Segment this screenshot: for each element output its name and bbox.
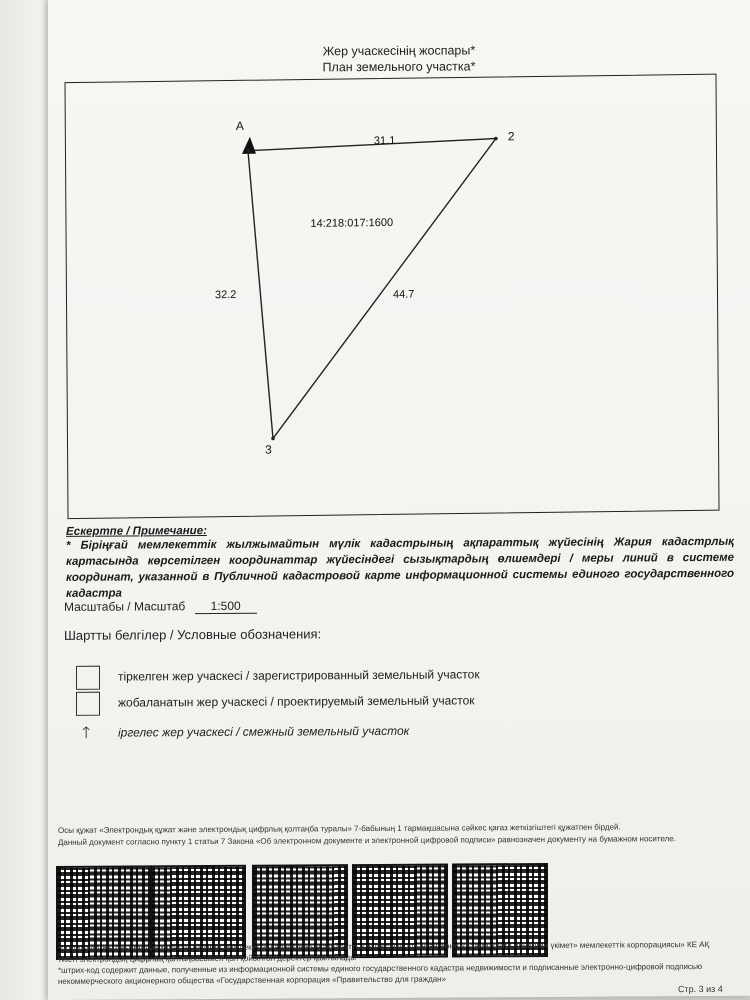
qr-note-ru-2: некоммерческого акционерного общества «Государственная корпорация «Правительство для граждан»	[58, 974, 447, 986]
point-label-2: 2	[507, 129, 515, 144]
note-body: * Біріңғай мемлекеттік жылжымайтын мүлік кадастрының ақпараттық жүйесінің Жария кадастрлық картасында көрсетілген координаттар жүйесіндегі сызықтардың өлшемдері / меры линий в системе координат, указанной в Публичной кадастровой карте информационной системы единого государственного кадастра	[66, 535, 734, 600]
page-number: Стр. 3 из 4	[678, 983, 723, 995]
point-label-a: A	[235, 118, 244, 133]
qr-note-kz-2: тиісті электрондық-цифрлық қолтаңбасымен қол қойылған деректер қамтылады	[58, 953, 356, 964]
scale-value: 1:500	[195, 599, 257, 614]
note-section	[66, 522, 734, 602]
legend-heading: Шартты белгілер / Условные обозначения:	[64, 626, 322, 643]
point-label-3: 3	[265, 442, 272, 457]
note-heading: Ескертпе / Примечание:	[66, 525, 207, 538]
legal-note-kz: Осы құжат «Электрондық құжат және электрондық цифрлық қолтаңба туралы» 7-бабының 1 тармақшасына сәйкес қағаз жеткізгіштегі құжатпен бірдей.	[58, 822, 621, 835]
legend-text-adjacent: іргелес жер учаскесі / смежный земельный участок	[118, 723, 410, 740]
title-kz: Жер учаскесінің жоспары*	[322, 43, 476, 59]
cadastral-number: 14:218:017:1600	[310, 216, 394, 230]
qr-note-kz: *штрих-код Жылжымайтын мүліктің біріңғай мемлекеттік кадастрының ақпараттық жүйесінен алынған және «Азаматтарға арналған үкімет» мемлекеттік корпорациясы» КЕ АҚ	[58, 939, 710, 953]
scale-row	[64, 599, 257, 615]
point-3	[271, 437, 275, 441]
qr-note-ru: *штрих-код содержит данные, полученные из информационной системы единого государственного кадастра недвижимости и подписанные электронно-цифровой подписью	[58, 962, 703, 975]
side-length-2-3: 44.7	[392, 288, 415, 301]
arrow-up-icon: 🡑	[82, 724, 91, 742]
plot-boundary	[248, 139, 498, 439]
legal-note-ru: Данный документ согласно пункту 1 статьи 7 Закона «Об электронном документе и электронной цифровой подписи» равнозначен документу на бумажном носителе.	[58, 834, 676, 847]
square-outline-icon	[76, 666, 100, 690]
document-page	[48, 0, 750, 1000]
plan-frame	[64, 74, 719, 520]
side-length-a-2: 31.1	[373, 134, 396, 148]
legend-text-registered: тіркелген жер учаскесі / зарегистрированный земельный участок	[118, 667, 480, 684]
side-length-3-a: 32.2	[214, 288, 237, 302]
square-outline-icon	[76, 692, 100, 716]
scale-label: Масштабы / Масштаб	[64, 599, 186, 614]
legend-text-projected: жобаланатын жер учаскесі / проектируемый земельный участок	[118, 693, 475, 710]
title-ru: План земельного участка*	[322, 59, 476, 75]
point-2	[494, 137, 498, 141]
